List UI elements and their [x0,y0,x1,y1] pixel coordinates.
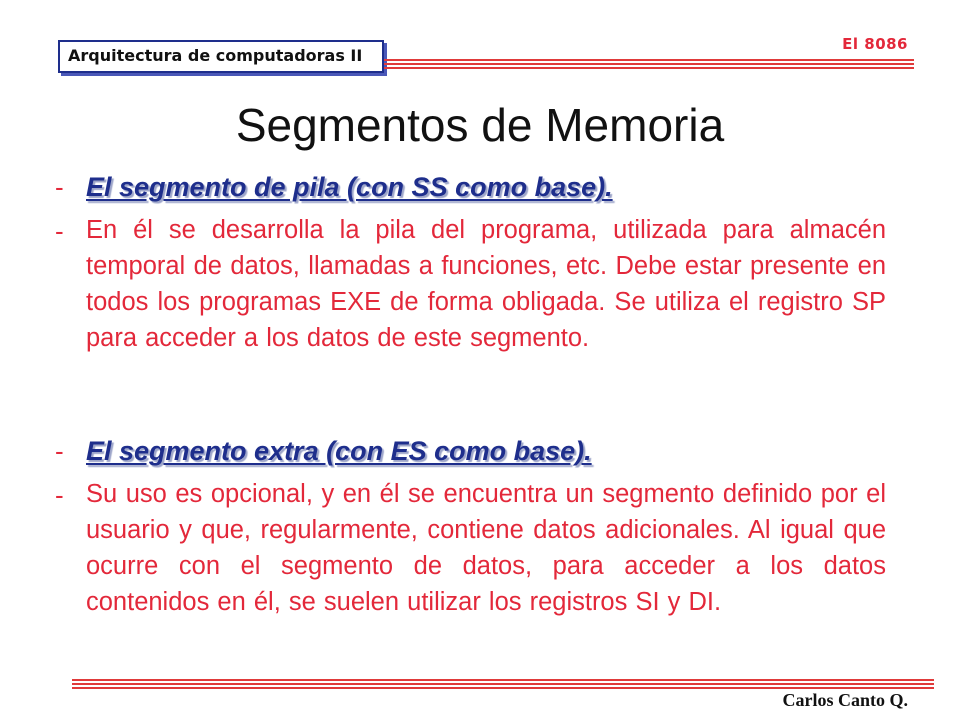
footer-rule-2 [72,683,934,685]
extra-segment-description: Su uso es opcional, y en él se encuentra un segmento definido por el usuario y que, regularmente, contiene datos adicionales. Al igual que ocurre con el segmento de datos, para acceder a los datos contenidos en él, se suelen utilizar los registros SI y DI. [86,480,886,616]
header-rule-3 [384,67,914,69]
bullet-heading-extra-segment [55,436,895,472]
course-title: Arquitectura de computadoras II [68,46,363,65]
header-rule-2 [384,63,914,65]
footer-rule-3 [72,687,934,689]
bullet-heading-stack-segment [55,172,895,208]
bullet-dash: - [55,436,64,466]
footer-rule-1 [72,679,934,681]
bullet-dash: - [55,172,64,202]
header-rule-1 [384,59,914,61]
bullet-body-stack-segment [55,212,895,396]
author-name: Carlos Canto Q. [782,690,908,710]
stack-segment-description: En él se desarrolla la pila del programa, utilizada para almacén temporal de datos, llamadas a funciones, etc. Debe estar presente en todos los programas EXE de forma obligada. Se utiliza el registro SP para acceder a los datos de este segmento. [86,216,886,352]
bullet-body-extra-segment [55,476,895,660]
extra-segment-heading: El segmento extra (con ES como base). [86,436,592,466]
slide-title: Segmentos de Memoria [235,99,725,151]
bullet-dash: - [55,216,64,246]
bullet-dash: - [55,480,64,510]
topic-label: El 8086 [842,35,908,53]
stack-segment-heading: El segmento de pila (con SS como base). [86,172,613,202]
course-title-box [58,40,384,73]
